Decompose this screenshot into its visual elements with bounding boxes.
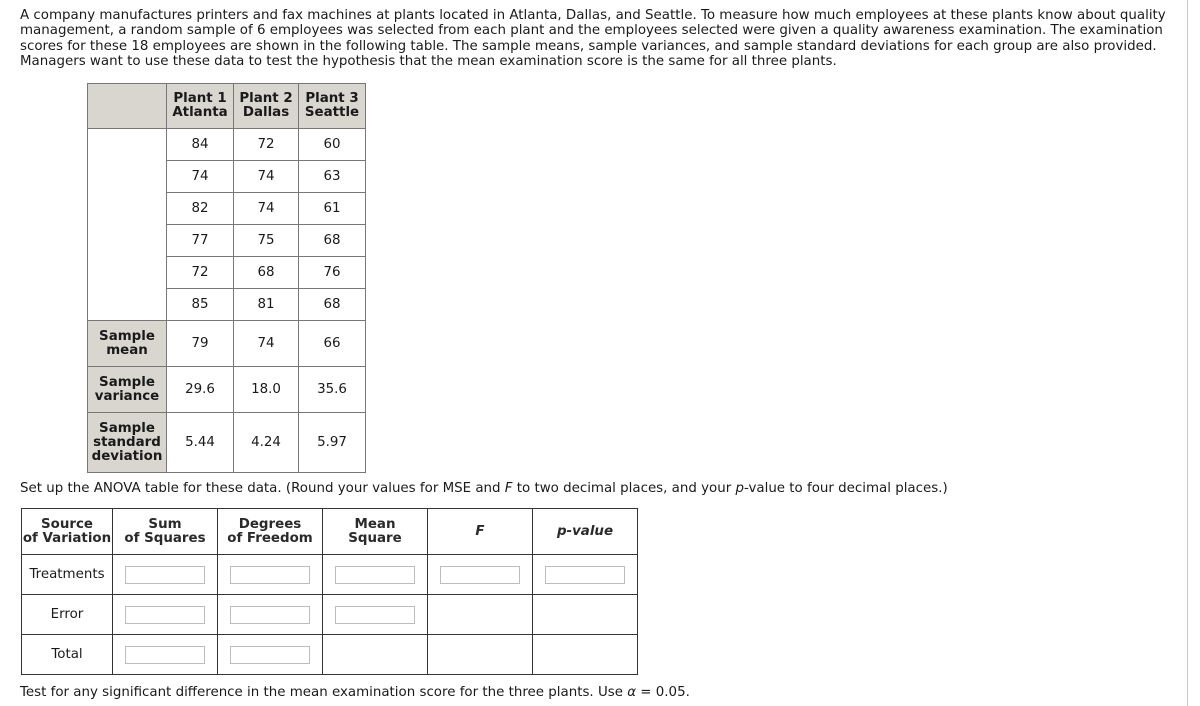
error-df-input[interactable] (230, 606, 310, 624)
variance-cell: 29.6 (167, 367, 234, 413)
score-cell: 68 (299, 289, 366, 321)
sd-cell: 5.97 (299, 413, 366, 473)
variance-cell: 35.6 (299, 367, 366, 413)
error-df-cell (218, 595, 323, 635)
score-cell: 82 (167, 193, 234, 225)
treatments-ms-cell (323, 555, 428, 595)
header-degrees-of-freedom: Degrees of Freedom (218, 509, 323, 555)
total-df-input[interactable] (230, 646, 310, 664)
header-mean-square: Mean Square (323, 509, 428, 555)
treatments-df-cell (218, 555, 323, 595)
treatments-ss-input[interactable] (125, 566, 205, 584)
mean-cell: 79 (167, 321, 234, 367)
problem-intro: A company manufactures printers and fax machines at plants located in Atlanta, Dallas, and Seattle. To measure how much employees at these plants know about quality management, a random sample of 6 employees was selected from each plant and the employees selected were given a quality awareness examination. The examination scores for these 18 employees are shown in the following table. The sample means, sample variances, and sample standard deviations for each group are also provided. Managers want to use these data to test the hypothesis that the mean examination score is the same for all three plants. (20, 8, 1166, 70)
error-ss-input[interactable] (125, 606, 205, 624)
treatments-ss-cell (113, 555, 218, 595)
error-ms-cell (323, 595, 428, 635)
header-plant-1: Plant 1 Atlanta (167, 84, 234, 129)
error-ss-cell (113, 595, 218, 635)
corner-cell (88, 84, 167, 129)
anova-row-treatments (22, 555, 638, 595)
total-p-cell (533, 635, 638, 675)
error-p-cell (533, 595, 638, 635)
mean-cell: 66 (299, 321, 366, 367)
total-f-cell (428, 635, 533, 675)
total-ss-cell (113, 635, 218, 675)
sample-sd-row (88, 413, 366, 473)
score-cell: 60 (299, 129, 366, 161)
sample-mean-label: Sample mean (88, 321, 167, 367)
score-cell: 75 (234, 225, 299, 257)
score-cell: 81 (234, 289, 299, 321)
header-plant-2: Plant 2 Dallas (234, 84, 299, 129)
treatments-df-input[interactable] (230, 566, 310, 584)
total-ss-input[interactable] (125, 646, 205, 664)
sample-variance-row (88, 367, 366, 413)
anova-header-row (22, 509, 638, 555)
treatments-p-cell (533, 555, 638, 595)
score-cell: 61 (299, 193, 366, 225)
treatments-f-input[interactable] (440, 566, 520, 584)
row-label-treatments: Treatments (22, 555, 113, 595)
header-sum-of-squares: Sum of Squares (113, 509, 218, 555)
row-label-error: Error (22, 595, 113, 635)
treatments-ms-input[interactable] (335, 566, 415, 584)
header-p-value: p-value (533, 509, 638, 555)
header-source: Source of Variation (22, 509, 113, 555)
error-f-cell (428, 595, 533, 635)
blank-label-cell (88, 129, 167, 321)
variance-cell: 18.0 (234, 367, 299, 413)
treatments-f-cell (428, 555, 533, 595)
score-cell: 84 (167, 129, 234, 161)
score-cell: 72 (234, 129, 299, 161)
score-cell: 74 (234, 161, 299, 193)
test-instruction: Test for any significant difference in the mean examination score for the three plants. Use α = 0.05. (20, 685, 690, 700)
score-cell: 74 (234, 193, 299, 225)
treatments-p-value-input[interactable] (545, 566, 625, 584)
sd-cell: 5.44 (167, 413, 234, 473)
sample-mean-row (88, 321, 366, 367)
score-cell: 74 (167, 161, 234, 193)
score-cell: 63 (299, 161, 366, 193)
score-cell: 77 (167, 225, 234, 257)
anova-row-total (22, 635, 638, 675)
score-cell: 68 (299, 225, 366, 257)
score-cell: 76 (299, 257, 366, 289)
sample-sd-label: Sample standard deviation (88, 413, 167, 473)
sd-cell: 4.24 (234, 413, 299, 473)
header-f: F (428, 509, 533, 555)
anova-row-error (22, 595, 638, 635)
score-cell: 68 (234, 257, 299, 289)
sample-variance-label: Sample variance (88, 367, 167, 413)
header-plant-3: Plant 3 Seattle (299, 84, 366, 129)
mean-cell: 74 (234, 321, 299, 367)
exam-scores-table (87, 83, 366, 473)
error-ms-input[interactable] (335, 606, 415, 624)
row-label-total: Total (22, 635, 113, 675)
total-ms-cell (323, 635, 428, 675)
score-cell: 72 (167, 257, 234, 289)
total-df-cell (218, 635, 323, 675)
anova-table (21, 508, 638, 675)
score-cell: 85 (167, 289, 234, 321)
table-row (88, 129, 366, 161)
anova-instruction: Set up the ANOVA table for these data. (Round your values for MSE and F to two decimal places, and your p-value to four decimal places.) (20, 481, 948, 496)
